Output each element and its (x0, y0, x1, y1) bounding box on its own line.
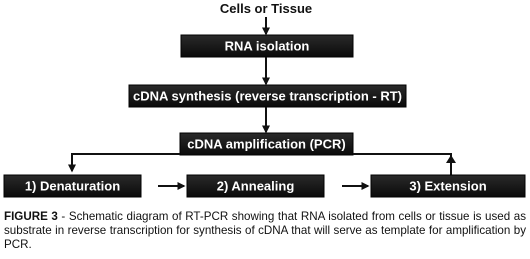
figure-caption-text: - Schematic diagram of RT-PCR showing that RNA isolated from cells or tissue is used as substrate in reverse transcription for synthesis of cDNA that will serve as template for amplification by PCR. (4, 210, 526, 251)
cdna-amplification-box (180, 133, 353, 155)
extension-label: 3) Extension (409, 178, 487, 194)
extension-up-arrowhead (446, 155, 456, 163)
denaturation-box (4, 175, 141, 197)
rna-isolation-label: RNA isolation (224, 38, 310, 54)
cdna-amplification-label: cDNA amplification (PCR) (187, 136, 346, 152)
cdna-synthesis-label: cDNA synthesis (reverse transcription - RT) (133, 88, 402, 104)
annealing-box (187, 175, 324, 197)
extension-box (371, 175, 525, 197)
denaturation-label: 1) Denaturation (24, 178, 121, 194)
source-label: Cells or Tissue (219, 1, 313, 16)
arrow-extension-to-amplification (353, 154, 451, 175)
figure-label: FIGURE 3 (4, 210, 58, 223)
cdna-synthesis-box (129, 85, 406, 107)
rna-isolation-box (181, 35, 353, 57)
figure-caption (4, 210, 526, 252)
arrow-amplification-to-denaturation (72, 154, 180, 171)
annealing-label: 2) Annealing (216, 178, 295, 194)
